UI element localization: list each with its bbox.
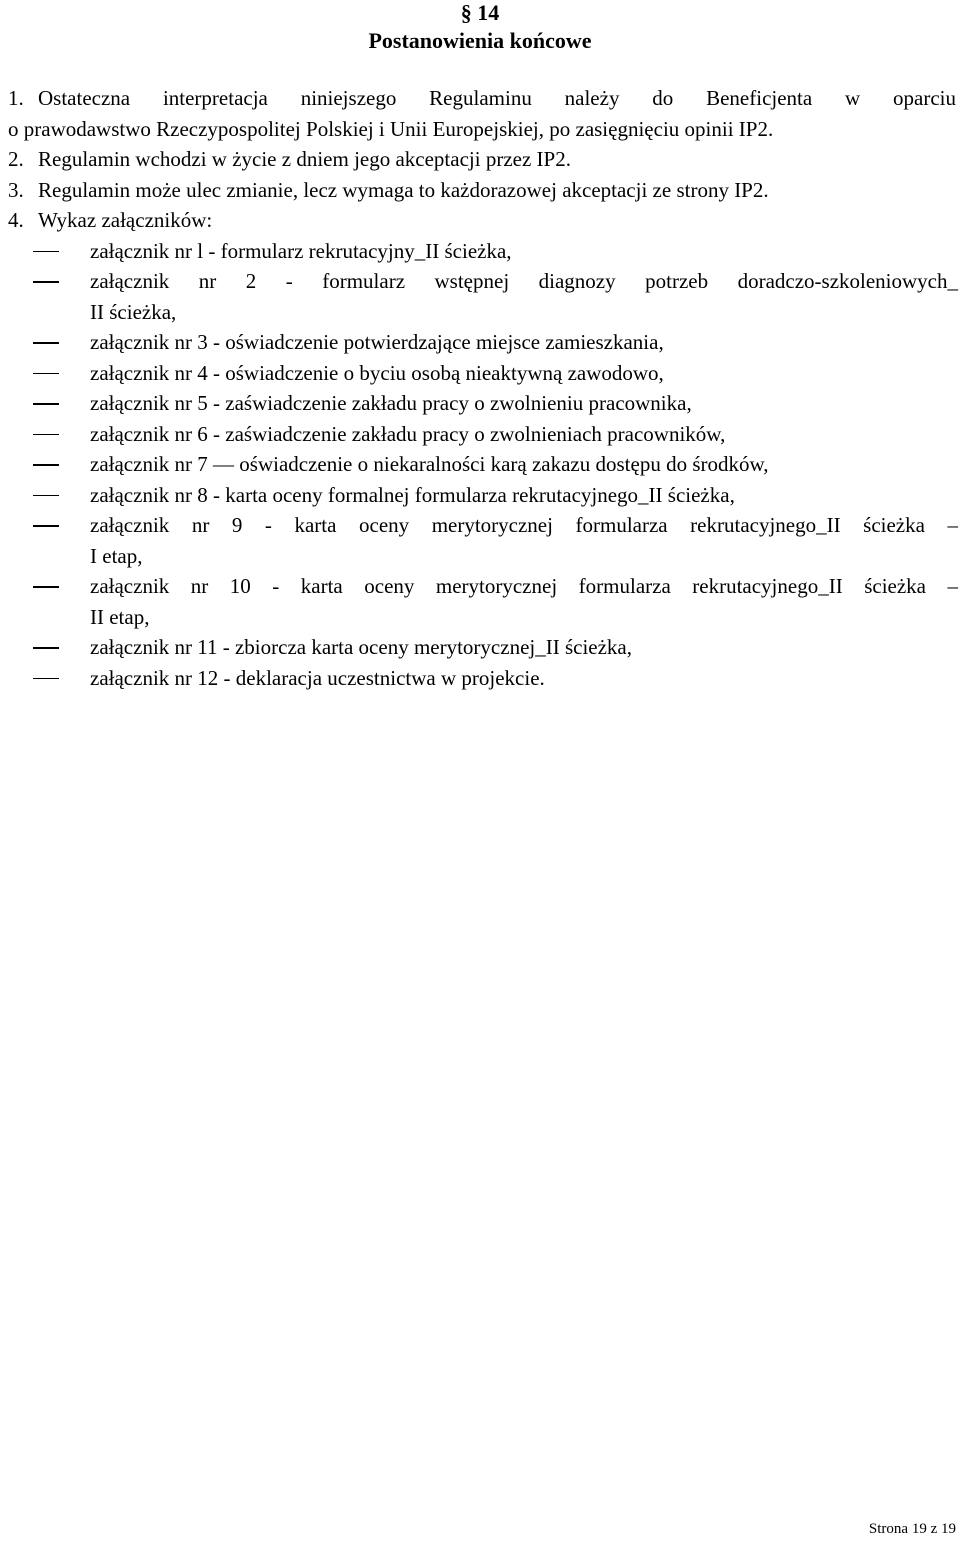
list-dash <box>33 647 59 649</box>
attachment-text: załącznik nr 7 — oświadczenie o niekaralności karą zakazu dostępu do środków, <box>90 452 769 476</box>
attachment-item <box>90 388 958 419</box>
attachment-item <box>90 358 958 389</box>
attachment-item <box>90 419 958 450</box>
attachment-item <box>90 236 958 267</box>
list-dash <box>33 525 59 527</box>
paragraph-number: 1. <box>8 86 24 110</box>
attachment-text-continuation: II etap, <box>90 604 150 629</box>
paragraph-1 <box>8 83 956 114</box>
paragraph-4 <box>8 205 956 236</box>
attachment-text: załącznik nr 5 - zaświadczenie zakładu pracy o zwolnieniu pracownika, <box>90 391 692 415</box>
paragraph-text: Regulamin wchodzi w życie z dniem jego akceptacji przez IP2. <box>38 147 571 171</box>
list-dash <box>33 678 59 680</box>
list-dash <box>33 342 59 344</box>
list-dash <box>33 251 59 253</box>
paragraph-2 <box>8 144 956 175</box>
list-dash <box>33 586 59 588</box>
paragraph-3 <box>8 175 956 206</box>
paragraph-1-continuation <box>8 114 956 145</box>
section-title: Postanowienia końcowe <box>368 28 592 53</box>
paragraph-text: Ostateczna interpretacja niniejszego Regulaminu należy do Beneficjenta w oparciu <box>38 86 956 110</box>
attachment-text-continuation: II ścieżka, <box>90 299 177 324</box>
attachment-text: załącznik nr 9 - karta oceny merytorycznej formularza rekrutacyjnego_II ścieżka – <box>90 513 958 537</box>
page-number: Strona 19 z 19 <box>868 1521 956 1537</box>
list-dash <box>33 434 59 436</box>
section-number: § 14 <box>460 0 500 25</box>
attachment-text: załącznik nr 11 - zbiorcza karta oceny merytorycznej_II ścieżka, <box>90 635 633 659</box>
attachment-item <box>90 266 958 327</box>
paragraph-text: Regulamin może ulec zmianie, lecz wymaga to każdorazowej akceptacji ze strony IP2. <box>38 177 769 202</box>
list-dash <box>33 403 59 405</box>
list-dash <box>33 464 59 466</box>
attachment-text: załącznik nr l - formularz rekrutacyjny_II ścieżka, <box>90 238 512 263</box>
attachment-text: załącznik nr 2 - formularz wstępnej diagnozy potrzeb doradczo-szkoleniowych_ <box>90 269 958 293</box>
attachment-text-continuation: I etap, <box>90 543 143 568</box>
attachment-item <box>90 632 958 663</box>
attachment-item <box>90 510 958 571</box>
attachment-item <box>90 480 958 511</box>
list-dash <box>33 495 59 497</box>
attachment-text: załącznik nr 8 - karta oceny formalnej formularza rekrutacyjnego_II ścieżka, <box>90 482 735 507</box>
attachment-item <box>90 663 958 694</box>
attachment-text: załącznik nr 12 - deklaracja uczestnictwa w projekcie. <box>90 665 545 690</box>
attachment-text: załącznik nr 3 - oświadczenie potwierdzające miejsce zamieszkania, <box>90 330 664 354</box>
paragraph-text: o prawodawstwo Rzeczypospolitej Polskiej i Unii Europejskiej, po zasięgnięciu opinii IP2. <box>8 116 774 141</box>
list-dash <box>33 373 59 375</box>
paragraph-text: Wykaz załączników: <box>38 208 213 232</box>
attachment-text: załącznik nr 10 - karta oceny merytorycznej formularza rekrutacyjnego_II ścieżka – <box>90 574 958 598</box>
attachment-text: załącznik nr 6 - zaświadczenie zakładu pracy o zwolnieniach pracowników, <box>90 421 726 446</box>
attachment-text: załącznik nr 4 - oświadczenie o byciu osobą nieaktywną zawodowo, <box>90 360 664 385</box>
attachment-item <box>90 449 958 480</box>
list-dash <box>33 281 59 283</box>
paragraph-number: 3. <box>8 177 24 202</box>
attachment-item <box>90 327 958 358</box>
paragraph-number: 2. <box>8 147 24 171</box>
paragraph-number: 4. <box>8 208 24 232</box>
attachment-item <box>90 571 958 632</box>
